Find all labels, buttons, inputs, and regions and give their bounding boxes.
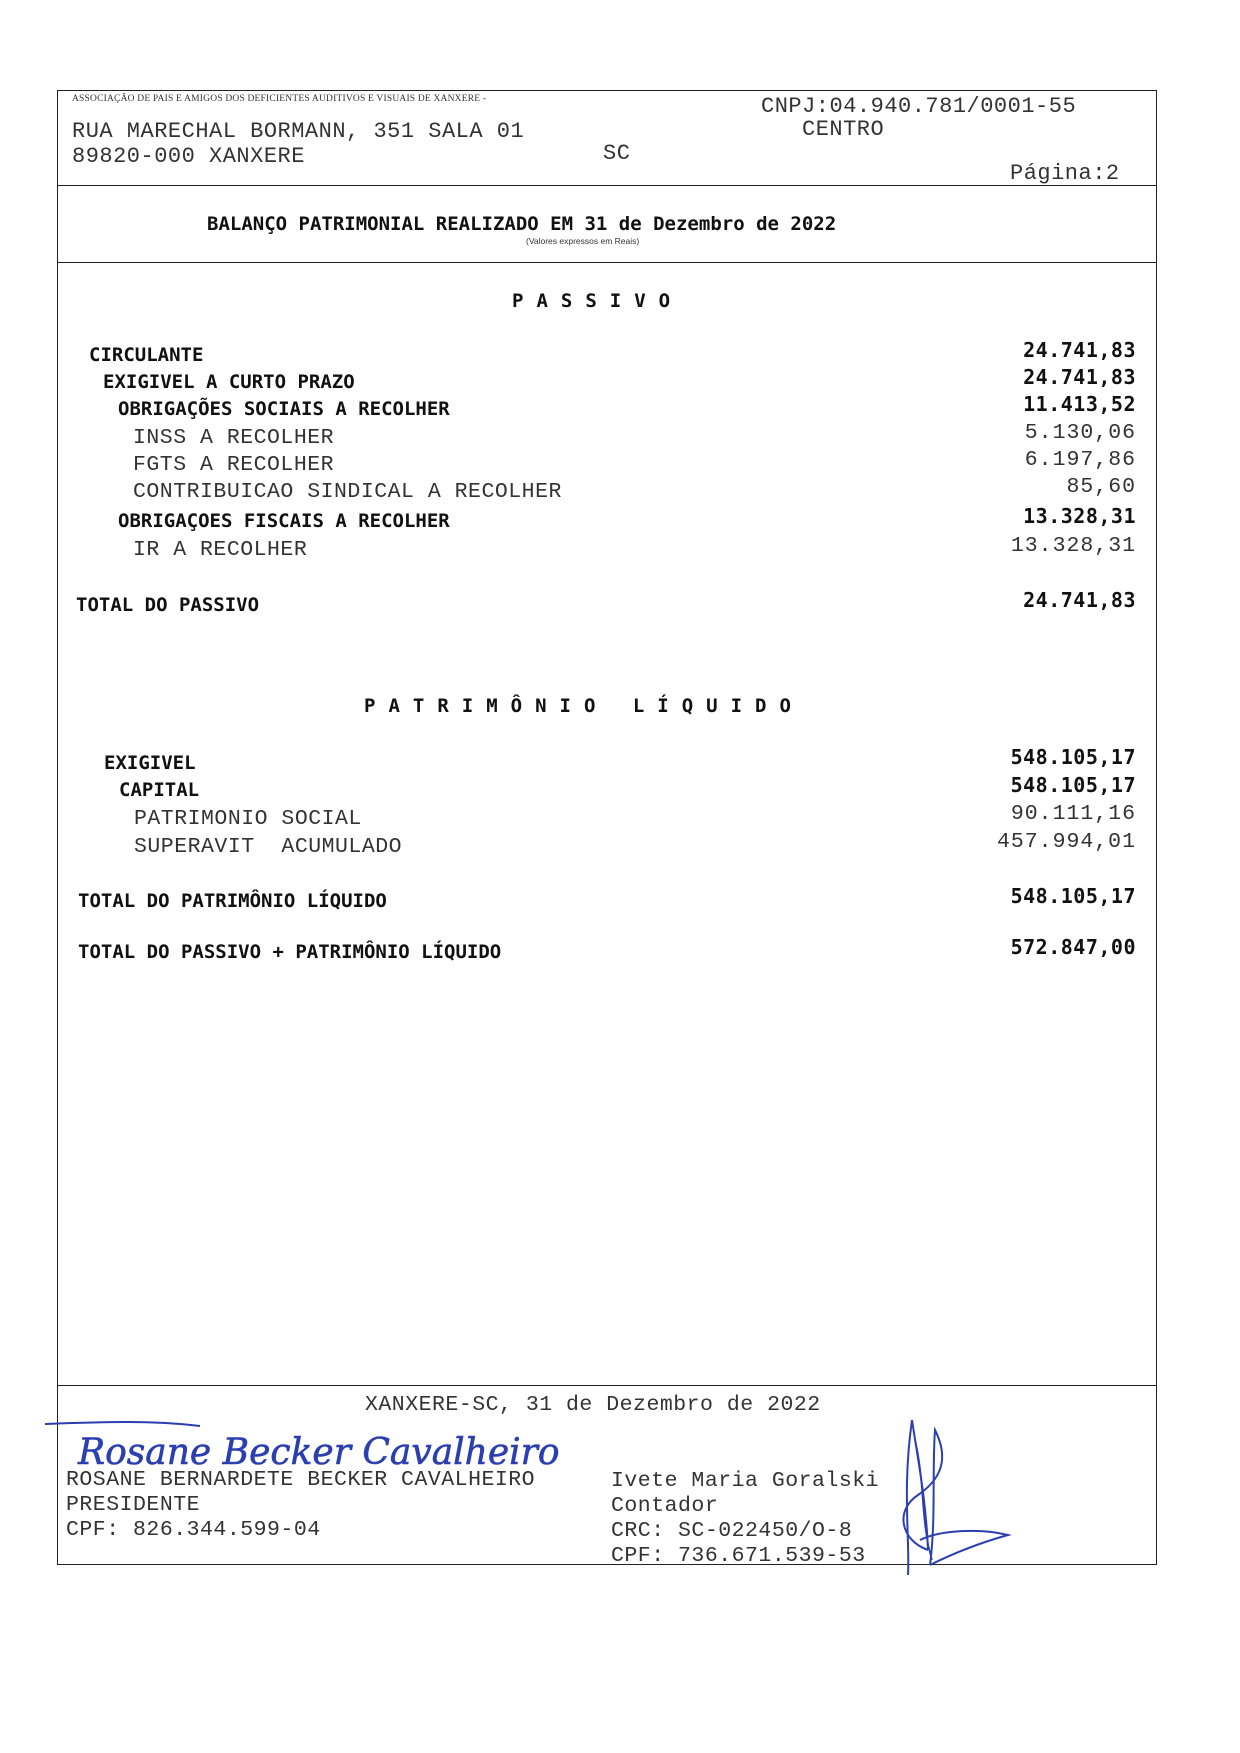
row-value: 5.130,06: [1024, 421, 1136, 445]
grand-total-label: TOTAL DO PASSIVO + PATRIMÔNIO LÍQUIDO: [78, 941, 502, 963]
row-value: 11.413,52: [1023, 392, 1136, 416]
page-number: Página:2: [1010, 161, 1120, 186]
address-line: RUA MARECHAL BORMANN, 351 SALA 01: [72, 119, 525, 144]
row-label: PATRIMONIO SOCIAL: [134, 807, 362, 831]
signer1-name: ROSANE BERNARDETE BECKER CAVALHEIRO: [66, 1468, 536, 1492]
row-value: 24.741,83: [1023, 338, 1136, 362]
signer1-role: PRESIDENTE: [66, 1493, 201, 1517]
row-label: CONTRIBUICAO SINDICAL A RECOLHER: [133, 480, 562, 504]
footer-divider: [57, 1385, 1157, 1386]
org-name: ASSOCIAÇÃO DE PAIS E AMIGOS DOS DEFICIENTES AUDITIVOS E VISUAIS DE XANXERE -: [72, 94, 487, 104]
total-patrimonio-value: 548.105,17: [1010, 884, 1136, 908]
signer2-role: Contador: [611, 1494, 719, 1518]
signer1-cpf: CPF: 826.344.599-04: [66, 1518, 321, 1542]
row-value: 457.994,01: [996, 830, 1136, 854]
title-divider: [57, 262, 1157, 263]
signer2-crc: CRC: SC-022450/O-8: [611, 1519, 853, 1543]
row-label: INSS A RECOLHER: [133, 426, 335, 450]
row-label: FGTS A RECOLHER: [133, 453, 335, 477]
row-value: 6.197,86: [1024, 448, 1136, 472]
row-label: CAPITAL: [119, 779, 200, 801]
total-passivo-value: 24.741,83: [1023, 588, 1136, 612]
row-label: EXIGIVEL A CURTO PRAZO: [103, 371, 355, 393]
total-passivo-label: TOTAL DO PASSIVO: [76, 594, 260, 616]
row-label: OBRIGAÇÕES SOCIAIS A RECOLHER: [118, 398, 450, 420]
section-heading-patrimonio: PATRIMÔNIO LÍQUIDO: [364, 695, 804, 717]
grand-total-value: 572.847,00: [1010, 935, 1136, 959]
row-value: 548.105,17: [1010, 773, 1136, 797]
signer2-name: Ivete Maria Goralski: [611, 1469, 880, 1493]
row-value: 90.111,16: [1010, 802, 1136, 826]
row-value: 85,60: [1066, 475, 1136, 499]
signature-president-text: Rosane Becker Cavalheiro: [78, 1432, 560, 1473]
zip-city: 89820-000 XANXERE: [72, 144, 305, 169]
row-value: 24.741,83: [1023, 365, 1136, 389]
cnpj: CNPJ:04.940.781/0001-55: [761, 94, 1077, 119]
document-subtitle: (Valores expressos em Reais): [526, 236, 640, 246]
state: SC: [603, 141, 631, 166]
row-value: 13.328,31: [1010, 534, 1136, 558]
signature-accountant: [840, 1400, 1020, 1580]
total-patrimonio-label: TOTAL DO PATRIMÔNIO LÍQUIDO: [78, 890, 387, 912]
signature-president: [40, 1410, 560, 1473]
section-heading-passivo: PASSIVO: [512, 290, 684, 312]
header-divider: [57, 185, 1157, 186]
row-value: 13.328,31: [1023, 504, 1136, 528]
district: CENTRO: [802, 117, 885, 142]
row-label: OBRIGAÇOES FISCAIS A RECOLHER: [118, 510, 450, 532]
signer2-cpf: CPF: 736.671.539-53: [611, 1544, 866, 1568]
row-label: SUPERAVIT ACUMULADO: [134, 835, 403, 859]
place-date: XANXERE-SC, 31 de Dezembro de 2022: [365, 1393, 821, 1417]
row-value: 548.105,17: [1010, 745, 1136, 769]
document-title: BALANÇO PATRIMONIAL REALIZADO EM 31 de Dezembro de 2022: [207, 213, 837, 235]
row-label: IR A RECOLHER: [133, 538, 308, 562]
row-label: CIRCULANTE: [89, 344, 204, 366]
row-label: EXIGIVEL: [104, 752, 196, 774]
